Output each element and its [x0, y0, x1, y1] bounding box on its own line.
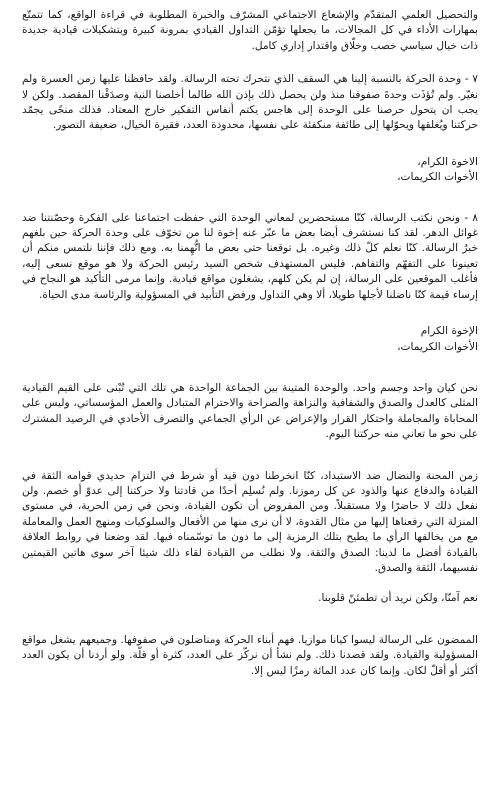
paragraph-point-7: ٧ - وحدة الحركة بالنسبة إلينا هي السقف الذي نتحرك تحته الرسالة. ولقد حافظنا عليها زمن العسرة ولم نغيّر. ولم تُؤذَت وحدةَ صفوفنا منذ ولن يحصل ذلك بإذن الله طالما أخلصنا النية وصدَقْنا المقصد. ولكن لا يجب ان يتحول حرصنا على الوحدة إلى هاجس يكتم أنفاس التفكير خارج المعتاد. فذلك منحًى يجمّد حركتنا ويُغلقها ويحوّلها إلى طائفة منكفئة على نفسها، محدودة العدد، فقيرة الخيال، ضعيفة التصور. [22, 73, 478, 132]
paragraph-reassurance: نعم آمنّا، ولكن نريد أن تطمئنّ قلوبنا. [318, 592, 478, 605]
salutation-brothers: الإخوة الكرام [420, 325, 478, 338]
paragraph-struggle: زمن المحنة والنضال ضد الاستبداد، كنّا انخرطنا دون قيد أو شرط في التزام حديدي قوامه الثقة في القيادة والدفاع عنها والذود عن كل رموزنا. ولم نُسلِم أحدًا من قادتنا ولا حركتنا إلى عدوّ أو خصم. ولن نفعل ذلك لا حاضرًا ولا مستقبلاً. ومن المفروض أن تكون القيادة، ونحن في زمن الحرية، في مستوى المنزلة التي رفعناها إليها من مثال القدوة، لا أن نرى منها من الأفعال والسلوكيات ومنهج العمل والمعاملة مع من يخالفها الرأي ما يطيح بتلك الرمزية إلى ما دون ما توسّمناه فيها. لقد وضعنا في روابط العلاقة بالقيادة أفضل ما لدينا: الصدق والثقة. ولا نطلب من القيادة لقاء ذلك شيئا آخر سوى هاتين القيمتين نفسيهما، الثقة والصدق. [22, 469, 478, 574]
paragraph-signatories: الممضون على الرسالة ليسوا كيانا موازيا. فهم أبناء الحركة ومناضلون في صفوفها. وجميعهم يشغل مواقع المسؤولية والقيادة. ولقد قصدنا ذلك. ولم نشأ أن نركّز على العدد، كثرة أو قلّة. ولو أردنا أن يكون العدد أكثر أو أقلّ لكان. وإنما كان عدد المائة رمزًا ليس إلا. [22, 633, 478, 677]
salutation-sisters: الأخوات الكريمات، [397, 171, 478, 184]
paragraph-point-8: ٨ - ونحن نكتب الرسالة، كنّا مستحضرين لمعاني الوحدة التي حفظت اجتماعنا على الفكرة وحصّنتنا ضد غوائل الدهر. لقد كنا نستشرف أيضا بعض ما عبّر عنه إخوة لنا من تخوّف على وحدة الحركة حين بلغهم خبرُ الرسالة. كنّا نعلم كلّ ذلك وغيره. بل توقعنا حتى بعض ما اتُّهِمنا به. ومع ذلك فإننا نلتمس منكم أن تعينونا على التفهّم والتفاهم. فليس المستهدف شخص السيد رئيس الحركة ولا هو موقع نسعى إليه، فأغلب الموقعين على الرسالة، إن لم يكن كلهم، يشغلون مواقع قيادية. وإنما مرمى التأكيد هو النجاح في إرساء قيمة كنّا ناضلنا لأجلها طويلا، ألا وهي التداول ورفض التأبيد في المسؤولية والرئاسة مدى الحياة. [22, 211, 478, 301]
paragraph-unity: نحن كيان واحد وجسم واحد. والوحدة المتينة بين الجماعة الواحدة هي تلك التي تُبْنى على القيم القيادية المثلى كالعدل والصدق والشفافية والنزاهة والصراحة والاحترام المتبادل والعمل المؤسساتي، وليس على المحاباة والمجاملة واحتكار القرار والإعراض عن الرأي الجماعي والتصرف الأحادي في الرصيد المشترك على نحو ما تعاني منه حركتنا اليوم. [22, 381, 478, 441]
salutation-sisters: الأخوات الكريمات، [397, 340, 478, 353]
paragraph-1: والتحصيل العلمي المتقدّم والإشعاع الاجتماعي المشرّف والخبرة المطلوبة في قراءة الواقع، كما تتمتّع بمهارات الأداء في كل المجالات، ما يجعلها تؤمّن التداول القيادي بمرونة كبيرة وبتشكيلات قيادية جديدة ذات خيال سياسي خصب وخلّاق واقتدار إداري كامل. [22, 9, 478, 52]
salutation-brothers: الاخوة الكرام، [417, 155, 478, 168]
salutation-block-2 [22, 324, 478, 355]
salutation-block-1 [22, 155, 478, 186]
